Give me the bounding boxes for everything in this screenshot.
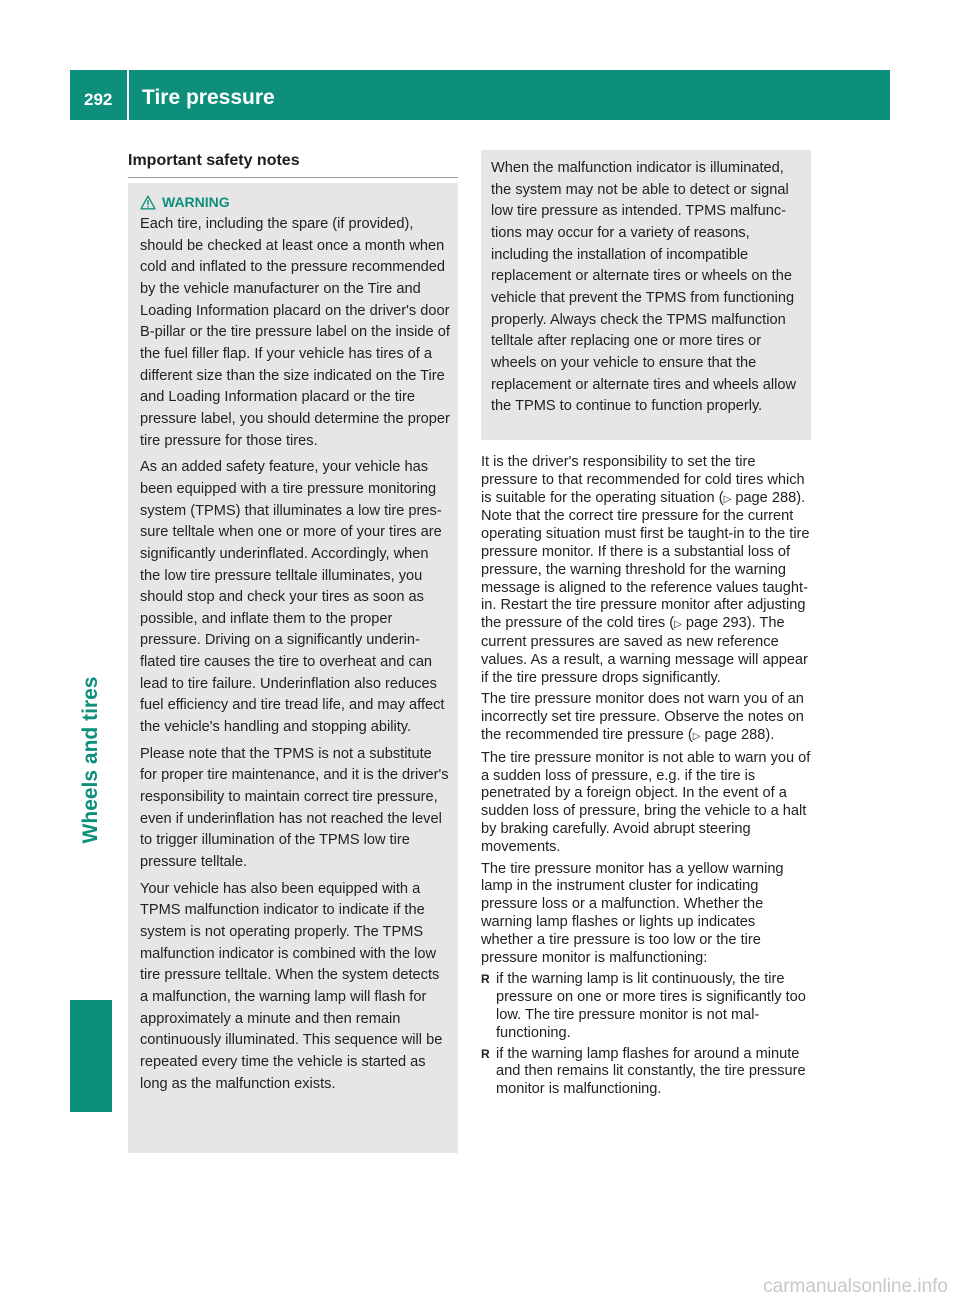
side-tab-label: Wheels and tires <box>79 676 102 844</box>
malfunction-note-text: When the malfunction indicator is illuminated, the system may not be able to detect or signal low tire pressure as intended. TPMS malfunctions may occur for a variety of reasons, including the installation of incompatible replacement or alternate tires or wheels on the vehicle that prevent the TPMS from functioning properly. Always check the TPMS malfunction telltale after replacing one or more tires or wheels on your vehicle to ensure that the replacement or alternate tires and wheels allow the TPMS to continue to function properly. <box>491 160 797 415</box>
list-item: R if the warning lamp is lit continuously, the tire pressure on one or more tires is significantly too low. The tire pressure monitor is not malfunctioning. <box>481 971 806 1041</box>
page-number: 292 <box>84 90 113 109</box>
warning-paragraph: Each tire, including the spare (if provided), should be checked at least once a month when cold and inflated to the pressure recommended by the vehicle manufacturer on the Tire and Loading Information placard on the driver's door B-pillar or the tire pressure label on the inside of the fuel filler flap. If your vehicle has tires of a different size than the size indicated on the Tire and Loading Information placard or the tire pressure label, you should determine the proper tire pressure for those tires. <box>140 216 450 449</box>
warning-paragraph: As an added safety feature, your vehicle has been equipped with a tire pressure monitoring system (TPMS) that illuminates a low tire pressure telltale when one or more of your tires are significantly underinflated. Accordingly, when the low tire pressure telltale illuminates, you should stop and check your tires as soon as possible, and inflate them to the proper pressure. Driving on a significantly underinflated tire causes the tire to overheat and can lead to tire failure. Underinflation also reduces fuel efficiency and tire tread life, and may affect the vehicle's handling and stopping ability. <box>140 459 445 736</box>
body-paragraph: It is the driver's responsibility to set the tire pressure to that recommended for cold tires which is suitable for the operating situation (▷ page 288). Note that the correct tire pressure for the current operating situation must first be taught-in to the tire pressure monitor. If there is a substantial loss of pressure, the warning threshold for the warning message is aligned to the reference values taught-in. Restart the tire pressure monitor after adjusting the pressure of the cold tires (▷ page 293). The current pressures are saved as new reference values. As a result, a warning message will appear if the tire pressure drops significantly. <box>481 454 810 686</box>
warning-triangle-icon <box>140 195 156 210</box>
page-header <box>70 70 890 120</box>
page-reference-link[interactable]: ▷ page 288 <box>723 489 797 506</box>
page-title: Tire pressure <box>142 86 275 109</box>
page-reference-link[interactable]: ▷ page 288 <box>692 726 766 743</box>
page-ref-arrow-icon: ▷ <box>723 493 732 505</box>
warning-paragraph: Your vehicle has also been equipped with a TPMS malfunction indicator to indicate if the system is not operating properly. The TPMS malfunction indicator is combined with the low tire pressure telltale. When the system detects a malfunction, the warning lamp will flash for approximately a minute and then remain continuously illuminated. This sequence will be repeated every time the vehicle is started as long as the malfunction exists. <box>140 880 443 1092</box>
body-paragraph: The tire pressure monitor is not able to warn you of a sudden loss of pressure, e.g. if the tire is penetrated by a foreign object. In the event of a sudden loss of pressure, bring the vehicle to a halt by braking carefully. Avoid abrupt steering movements. <box>481 749 811 855</box>
bullet-icon: R <box>481 1046 490 1061</box>
warning-header <box>140 191 450 213</box>
heading-rule <box>128 177 458 178</box>
warning-label: WARNING <box>162 194 230 210</box>
page-ref-arrow-icon: ▷ <box>674 619 682 631</box>
page-reference-link[interactable]: ▷ page 293 <box>674 615 747 632</box>
side-tab-block <box>70 1000 112 1112</box>
body-paragraph: The tire pressure monitor does not warn you of an incorrectly set tire pressure. Observe the notes on the recommended tire pressure (▷ page 288). <box>481 691 804 743</box>
malfunction-note-box <box>481 150 811 440</box>
warning-box <box>128 183 458 1153</box>
body-paragraph: The tire pressure monitor has a yellow warning lamp in the instrument cluster for indicating pressure loss or a malfunction. Whether the warning lamp flashes or lights up indicates whether a tire pressure is too low or the tire pressure monitor is malfunctioning: <box>481 860 784 966</box>
side-tab <box>70 600 112 920</box>
list-item: R if the warning lamp flashes for around a minute and then remains lit constantly, the tire pressure monitor is malfunctioning. <box>481 1045 806 1098</box>
bullet-list <box>481 971 811 1099</box>
section-heading: Important safety notes <box>128 152 300 169</box>
watermark: carmanualsonline.info <box>763 1276 948 1297</box>
warning-paragraph: Please note that the TPMS is not a substitute for proper tire maintenance, and it is the driver's responsibility to maintain correct tire pressure, even if underinflation has not reached the level to trigger illumination of the TPMS low tire pressure telltale. <box>140 745 449 871</box>
right-body-text <box>481 454 811 1102</box>
header-divider <box>127 70 129 120</box>
bullet-icon: R <box>481 972 490 987</box>
page-ref-arrow-icon: ▷ <box>692 730 701 742</box>
